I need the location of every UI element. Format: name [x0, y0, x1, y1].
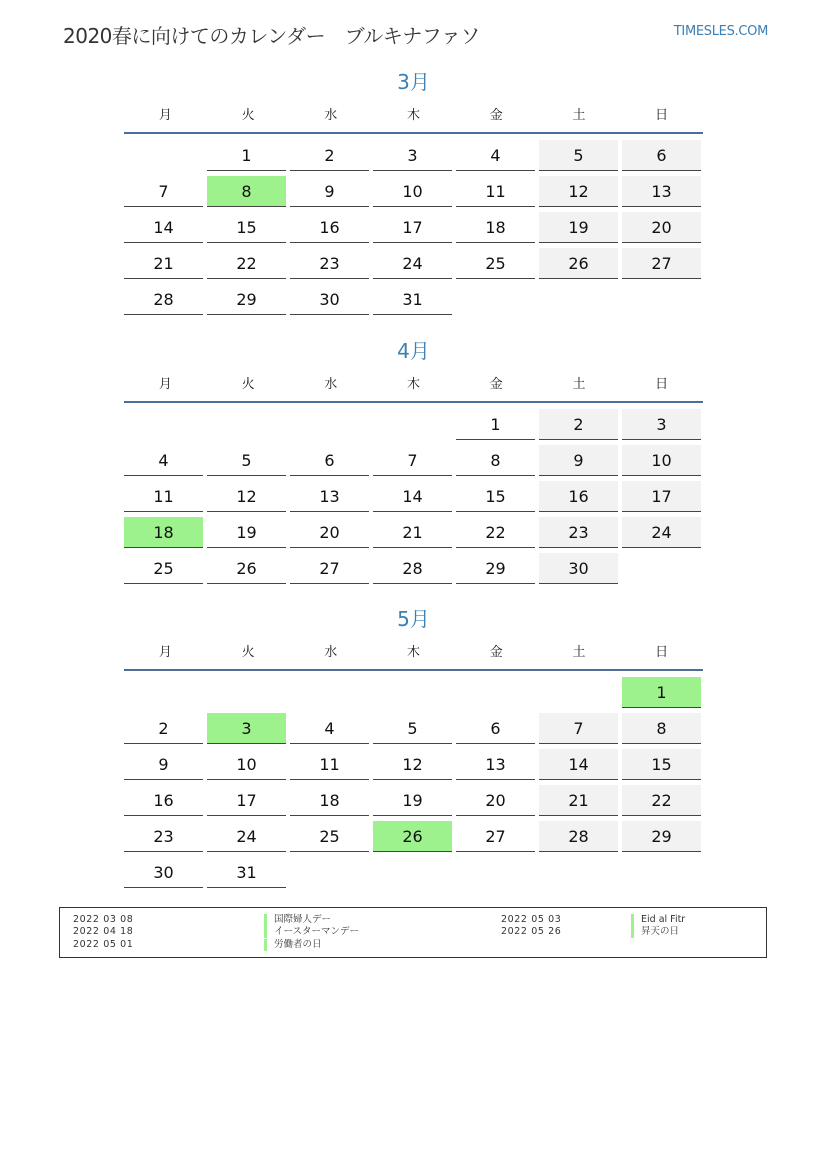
day-cell: 5	[539, 140, 618, 171]
weekday-label: 月	[158, 107, 172, 123]
day-cell: 2	[290, 140, 369, 171]
day-cell: 8	[456, 445, 535, 476]
day-cell: 29	[456, 553, 535, 584]
day-cell: 20	[456, 785, 535, 816]
day-cell: 4	[124, 445, 203, 476]
day-cell: 2	[124, 713, 203, 744]
weekday-label: 水	[324, 107, 338, 123]
day-cell: 5	[207, 445, 286, 476]
day-cell: 29	[207, 284, 286, 315]
legend-date: 2022 05 26	[501, 926, 562, 937]
empty-day-cell	[207, 409, 286, 439]
day-cell: 27	[456, 821, 535, 852]
empty-day-cell	[124, 677, 203, 707]
weekday-header	[124, 367, 703, 397]
day-cell: 11	[290, 749, 369, 780]
weekday-label: 水	[324, 644, 338, 660]
weekday-label: 金	[489, 644, 503, 660]
day-cell: 22	[456, 517, 535, 548]
empty-day-cell	[539, 857, 618, 887]
empty-day-cell	[539, 677, 618, 707]
week-row	[124, 515, 703, 551]
day-cell: 4	[290, 713, 369, 744]
day-cell: 16	[124, 785, 203, 816]
page-title: 2020春に向けてのカレンダー ブルキナファソ	[63, 24, 480, 48]
day-cell: 12	[373, 749, 452, 780]
week-row	[124, 675, 703, 711]
day-cell: 19	[207, 517, 286, 548]
day-cell: 21	[124, 248, 203, 279]
day-cell: 31	[207, 857, 286, 888]
day-cell: 23	[539, 517, 618, 548]
day-cell: 14	[373, 481, 452, 512]
day-cell: 22	[622, 785, 701, 816]
legend-holiday-name: 国際婦人デー	[264, 914, 331, 926]
month-block	[124, 605, 703, 891]
day-cell: 16	[539, 481, 618, 512]
weekday-label: 火	[241, 644, 255, 660]
week-row	[124, 443, 703, 479]
day-cell: 26	[539, 248, 618, 279]
weekday-label: 土	[572, 107, 586, 123]
week-row	[124, 819, 703, 855]
day-cell: 4	[456, 140, 535, 171]
legend-date: 2022 05 03	[501, 914, 562, 925]
day-cell: 19	[539, 212, 618, 243]
day-cell: 13	[622, 176, 701, 207]
day-cell: 16	[290, 212, 369, 243]
day-cell: 11	[124, 481, 203, 512]
week-row	[124, 174, 703, 210]
day-cell: 25	[290, 821, 369, 852]
day-cell: 30	[124, 857, 203, 888]
day-cell: 23	[124, 821, 203, 852]
day-cell: 18	[456, 212, 535, 243]
day-cell: 13	[456, 749, 535, 780]
month-block	[124, 68, 703, 318]
day-grid	[124, 138, 703, 318]
legend-date: 2022 04 18	[73, 926, 134, 937]
week-row	[124, 479, 703, 515]
week-row	[124, 210, 703, 246]
day-cell: 18	[290, 785, 369, 816]
week-row	[124, 855, 703, 891]
empty-day-cell	[456, 857, 535, 887]
day-cell: 30	[290, 284, 369, 315]
day-cell: 17	[622, 481, 701, 512]
day-cell: 27	[290, 553, 369, 584]
weekday-label: 火	[241, 376, 255, 392]
day-cell: 29	[622, 821, 701, 852]
week-row	[124, 783, 703, 819]
empty-day-cell	[373, 677, 452, 707]
week-row	[124, 711, 703, 747]
month-title: 3月	[397, 70, 430, 94]
legend-date: 2022 05 01	[73, 939, 134, 950]
day-cell: 22	[207, 248, 286, 279]
day-cell: 8	[622, 713, 701, 744]
empty-day-cell	[290, 677, 369, 707]
day-cell: 2	[539, 409, 618, 440]
day-cell: 14	[124, 212, 203, 243]
day-cell: 12	[539, 176, 618, 207]
month-title: 4月	[397, 339, 430, 363]
empty-day-cell	[456, 677, 535, 707]
day-cell: 28	[539, 821, 618, 852]
empty-day-cell	[290, 857, 369, 887]
day-cell: 28	[124, 284, 203, 315]
day-cell: 9	[290, 176, 369, 207]
day-cell: 20	[290, 517, 369, 548]
weekday-rule	[124, 669, 703, 671]
weekday-label: 土	[572, 376, 586, 392]
day-cell: 20	[622, 212, 701, 243]
day-cell: 19	[373, 785, 452, 816]
weekday-label: 金	[489, 376, 503, 392]
week-row	[124, 138, 703, 174]
day-cell: 10	[207, 749, 286, 780]
site-name[interactable]: TIMESLES.COM	[673, 24, 768, 39]
day-cell: 27	[622, 248, 701, 279]
holiday-legend	[59, 907, 767, 958]
day-cell: 21	[373, 517, 452, 548]
week-row	[124, 747, 703, 783]
weekday-label: 木	[407, 644, 421, 660]
legend-holiday-name: 昇天の日	[631, 926, 679, 938]
weekday-label: 火	[241, 107, 255, 123]
day-cell: 13	[290, 481, 369, 512]
day-cell: 3	[373, 140, 452, 171]
week-row	[124, 282, 703, 318]
day-cell: 10	[373, 176, 452, 207]
day-cell: 15	[622, 749, 701, 780]
holiday-day-cell: 1	[622, 677, 701, 708]
weekday-label: 木	[407, 376, 421, 392]
day-cell: 1	[456, 409, 535, 440]
day-cell: 10	[622, 445, 701, 476]
day-cell: 15	[456, 481, 535, 512]
day-cell: 12	[207, 481, 286, 512]
day-cell: 6	[290, 445, 369, 476]
day-cell: 24	[373, 248, 452, 279]
day-cell: 30	[539, 553, 618, 584]
day-cell: 15	[207, 212, 286, 243]
weekday-rule	[124, 401, 703, 403]
day-cell: 25	[456, 248, 535, 279]
day-cell: 6	[456, 713, 535, 744]
holiday-day-cell: 26	[373, 821, 452, 852]
weekday-label: 月	[158, 376, 172, 392]
legend-holiday-name: イースターマンデー	[264, 926, 359, 938]
week-row	[124, 551, 703, 587]
day-cell: 31	[373, 284, 452, 315]
day-cell: 21	[539, 785, 618, 816]
legend-date: 2022 03 08	[73, 914, 134, 925]
empty-day-cell	[622, 553, 701, 583]
day-grid	[124, 407, 703, 587]
empty-day-cell	[124, 140, 203, 170]
weekday-label: 木	[407, 107, 421, 123]
day-cell: 7	[124, 176, 203, 207]
month-title: 5月	[397, 607, 430, 631]
empty-day-cell	[290, 409, 369, 439]
day-cell: 1	[207, 140, 286, 171]
day-cell: 23	[290, 248, 369, 279]
day-cell: 17	[207, 785, 286, 816]
weekday-header	[124, 635, 703, 665]
day-grid	[124, 675, 703, 891]
day-cell: 7	[373, 445, 452, 476]
weekday-label: 金	[489, 107, 503, 123]
day-cell: 17	[373, 212, 452, 243]
empty-day-cell	[124, 409, 203, 439]
day-cell: 14	[539, 749, 618, 780]
day-cell: 6	[622, 140, 701, 171]
day-cell: 5	[373, 713, 452, 744]
empty-day-cell	[373, 409, 452, 439]
day-cell: 28	[373, 553, 452, 584]
day-cell: 9	[539, 445, 618, 476]
holiday-day-cell: 3	[207, 713, 286, 744]
weekday-label: 土	[572, 644, 586, 660]
empty-day-cell	[622, 857, 701, 887]
holiday-day-cell: 8	[207, 176, 286, 207]
week-row	[124, 246, 703, 282]
weekday-label: 日	[655, 376, 669, 392]
legend-holiday-name: Eid al Fitr	[631, 914, 685, 926]
day-cell: 7	[539, 713, 618, 744]
weekday-label: 水	[324, 376, 338, 392]
holiday-day-cell: 18	[124, 517, 203, 548]
legend-holiday-name: 労働者の日	[264, 939, 322, 951]
empty-day-cell	[456, 284, 535, 314]
day-cell: 3	[622, 409, 701, 440]
day-cell: 9	[124, 749, 203, 780]
empty-day-cell	[539, 284, 618, 314]
empty-day-cell	[207, 677, 286, 707]
weekday-header	[124, 98, 703, 128]
week-row	[124, 407, 703, 443]
weekday-label: 月	[158, 644, 172, 660]
month-block	[124, 337, 703, 587]
weekday-rule	[124, 132, 703, 134]
empty-day-cell	[622, 284, 701, 314]
day-cell: 26	[207, 553, 286, 584]
day-cell: 11	[456, 176, 535, 207]
day-cell: 24	[207, 821, 286, 852]
weekday-label: 日	[655, 107, 669, 123]
empty-day-cell	[373, 857, 452, 887]
day-cell: 25	[124, 553, 203, 584]
day-cell: 24	[622, 517, 701, 548]
weekday-label: 日	[655, 644, 669, 660]
page-header	[63, 18, 768, 48]
